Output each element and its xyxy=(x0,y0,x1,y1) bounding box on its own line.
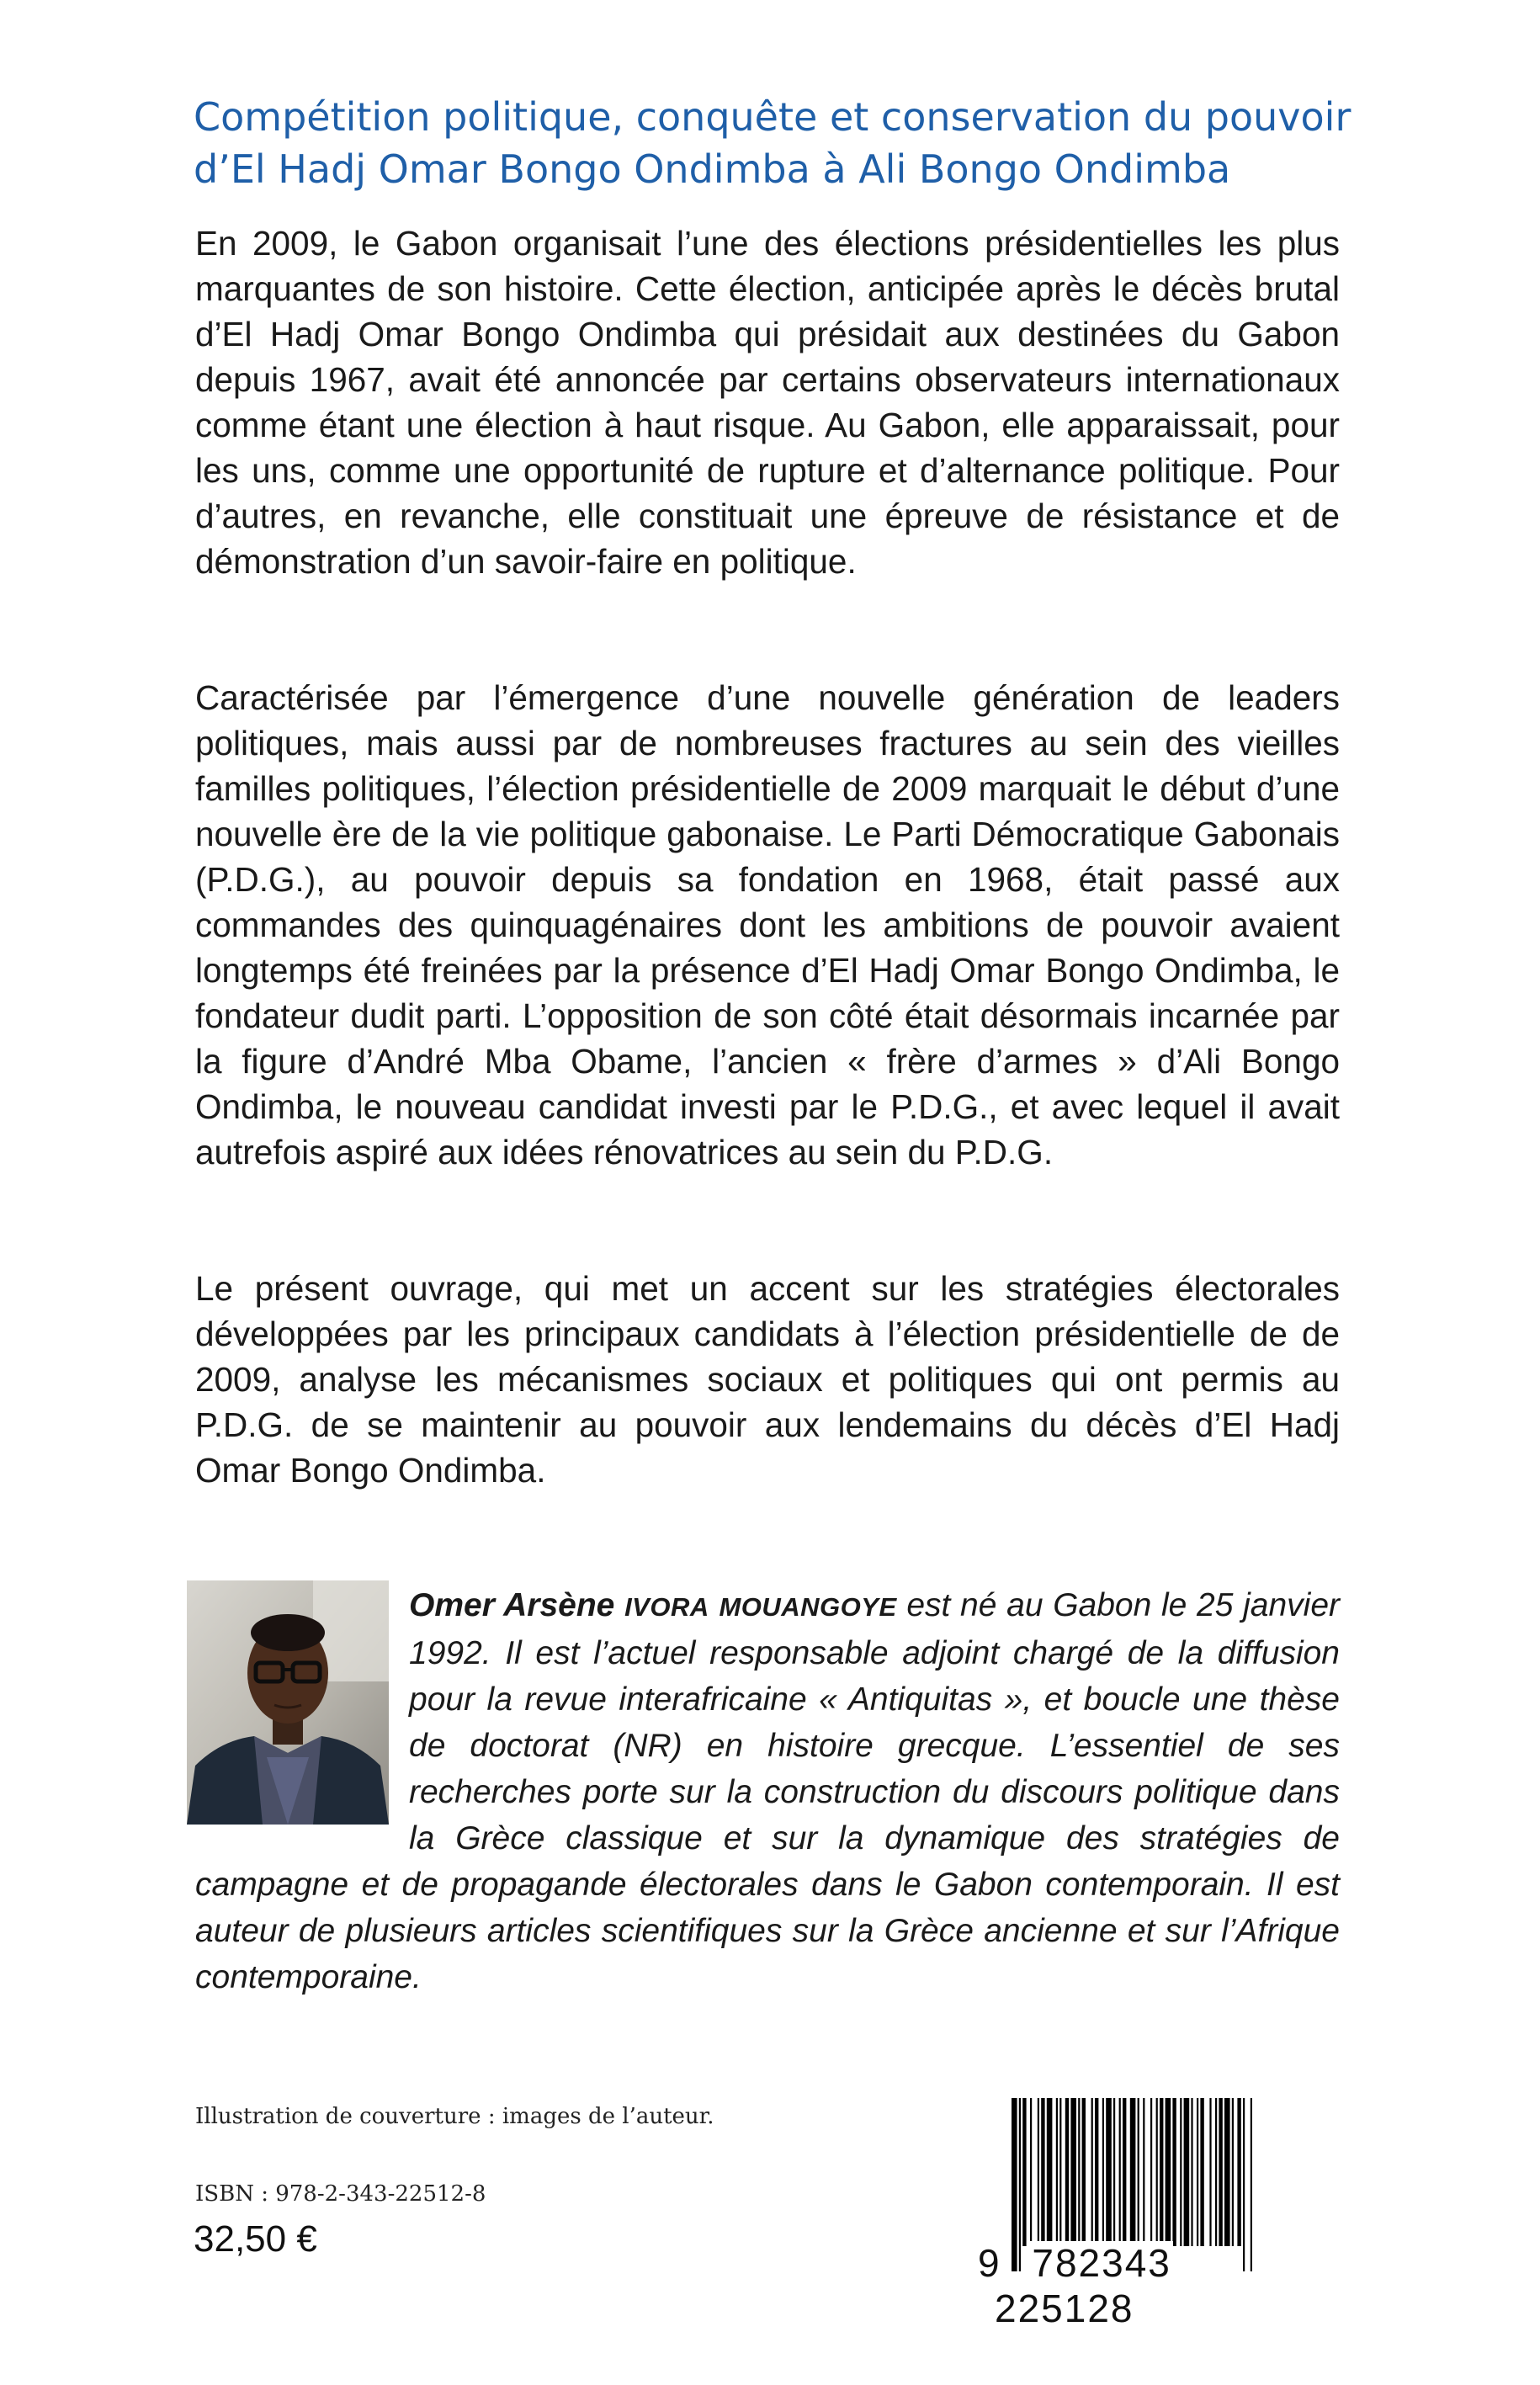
barcode-digits xyxy=(976,2240,1330,2331)
barcode-bar xyxy=(1095,2098,1098,2246)
barcode-bar xyxy=(1191,2098,1192,2246)
barcode-bar xyxy=(1106,2098,1112,2246)
barcode-bar xyxy=(1091,2098,1093,2246)
barcode-bar xyxy=(1184,2098,1190,2246)
barcode-bar xyxy=(1219,2098,1222,2246)
barcode-bar xyxy=(1030,2098,1032,2246)
barcode-bar xyxy=(1180,2098,1182,2246)
book-title-line-2: d’El Hadj Omar Bongo Ondimba à Ali Bongo Ondimba xyxy=(194,146,1231,192)
barcode-bar xyxy=(1166,2098,1171,2246)
author-photo xyxy=(187,1580,389,1825)
barcode-bar xyxy=(1078,2098,1080,2246)
barcode-bar xyxy=(1156,2098,1158,2246)
barcode-bar xyxy=(1224,2098,1230,2246)
barcode-bar xyxy=(1172,2098,1176,2246)
barcode-bar xyxy=(1160,2098,1163,2246)
barcode-bar xyxy=(1056,2098,1058,2246)
barcode-bar xyxy=(1059,2098,1061,2246)
summary-paragraph-3: Le présent ouvrage, qui met un accent sur les stratégies électorales développées par les principaux candidats à l’élection présidentielle de de 2009, analyse les mécanismes sociaux et politiques qui ont permis au P.D.G. de se maintenir au pouvoir aux lendemains du décès d’El Hadj Omar Bongo Ondimba. xyxy=(195,1269,1340,1490)
barcode-bar xyxy=(1113,2098,1115,2246)
summary-paragraph-1: En 2009, le Gabon organisait l’une des élections présidentielles les plus marquantes de son histoire. Cette élection, anticipée après le décès brutal d’El Hadj Omar Bongo Ondimba qui présidait aux destinées du Gabon depuis 1967, avait été annoncée par certains observateurs internationaux comme étant une élection à haut risque. Au Gabon, elle apparaissait, pour les uns, comme une opportunité de rupture et d’alternance politique. Pour d’autres, en revanche, elle constituait une épreuve de résistance et de démonstration d’un savoir-faire en politique. xyxy=(195,224,1340,581)
author-first-name: Omer Arsène xyxy=(409,1587,615,1623)
author-name xyxy=(409,1587,897,1623)
author-last-name-2: MOUANGOYE xyxy=(719,1592,897,1622)
barcode-bar xyxy=(1237,2098,1240,2246)
barcode-bar xyxy=(1150,2098,1152,2246)
barcode-bar xyxy=(1209,2098,1211,2246)
barcode-bar xyxy=(1022,2098,1026,2246)
barcode-bar xyxy=(1047,2098,1053,2246)
barcode-bar xyxy=(1215,2098,1217,2246)
barcode-bar xyxy=(1082,2098,1086,2246)
barcode-bar xyxy=(1200,2098,1203,2246)
barcode-bar xyxy=(1070,2098,1076,2246)
barcode-digit-first: 9 xyxy=(978,2241,1001,2285)
barcode-bar xyxy=(1119,2098,1121,2246)
isbn: ISBN : 978-2-343-22512-8 xyxy=(195,2181,486,2207)
price: 32,50 € xyxy=(194,2218,317,2260)
book-title xyxy=(194,91,1405,195)
barcode-bar xyxy=(1232,2098,1234,2246)
barcode-bar xyxy=(1143,2098,1144,2246)
barcode-bar xyxy=(1065,2098,1069,2246)
barcode-bar xyxy=(1041,2098,1044,2246)
barcode-bar xyxy=(1102,2098,1104,2246)
book-title-line-1: Compétition politique, conquête et conservation du pouvoir xyxy=(194,94,1351,140)
author-last-name-1: IVORA xyxy=(624,1592,709,1622)
author-bio-text: est né au Gabon le 25 janvier 1992. Il est l’actuel responsable adjoint chargé de la diffusion pour la revue interafricaine « Antiquitas », et boucle une thèse de doctorat (NR) en histoire grecque. L’essentiel de ses recherches porte sur la construction du discours politique dans la Grèce classique et sur la dynamique des stratégies de campagne et de propagande électorales dans le Gabon contemporain. Il est auteur de plusieurs articles scientifiques sur la Grèce ancienne et sur l’Afrique contemporaine. xyxy=(195,1587,1340,1995)
barcode-digit-group-1: 782343 xyxy=(1032,2241,1171,2285)
barcode-bar xyxy=(1038,2098,1039,2246)
barcode-bar xyxy=(1197,2098,1198,2246)
cover-illustration-credit: Illustration de couverture : images de l’auteur. xyxy=(195,2104,714,2129)
barcode-digit-group-2: 225128 xyxy=(995,2287,1134,2330)
summary-paragraph-2: Caractérisée par l’émergence d’une nouvelle génération de leaders politiques, mais aussi par de nombreuses fractures au sein des vieilles familles politiques, l’élection présidentielle de 2009 marquait le début d’une nouvelle ère de la vie politique gabonaise. Le Parti Démocratique Gabonais (P.D.G.), au pouvoir depuis sa fondation en 1968, était passé aux commandes des quinquagénaires dont les ambitions de pouvoir avaient longtemps été freinées par la présence d’El Hadj Omar Bongo Ondimba, le fondateur dudit parti. L’opposition de son côté était désormais incarnée par la figure d’André Mba Obame, l’ancien « frère d’armes » d’Ali Bongo Ondimba, le nouveau candidat investi par le P.D.G., et avec lequel il avait autrefois aspiré aux idées rénovatrices au sein du P.D.G. xyxy=(195,678,1340,1171)
barcode-bar xyxy=(1123,2098,1126,2246)
